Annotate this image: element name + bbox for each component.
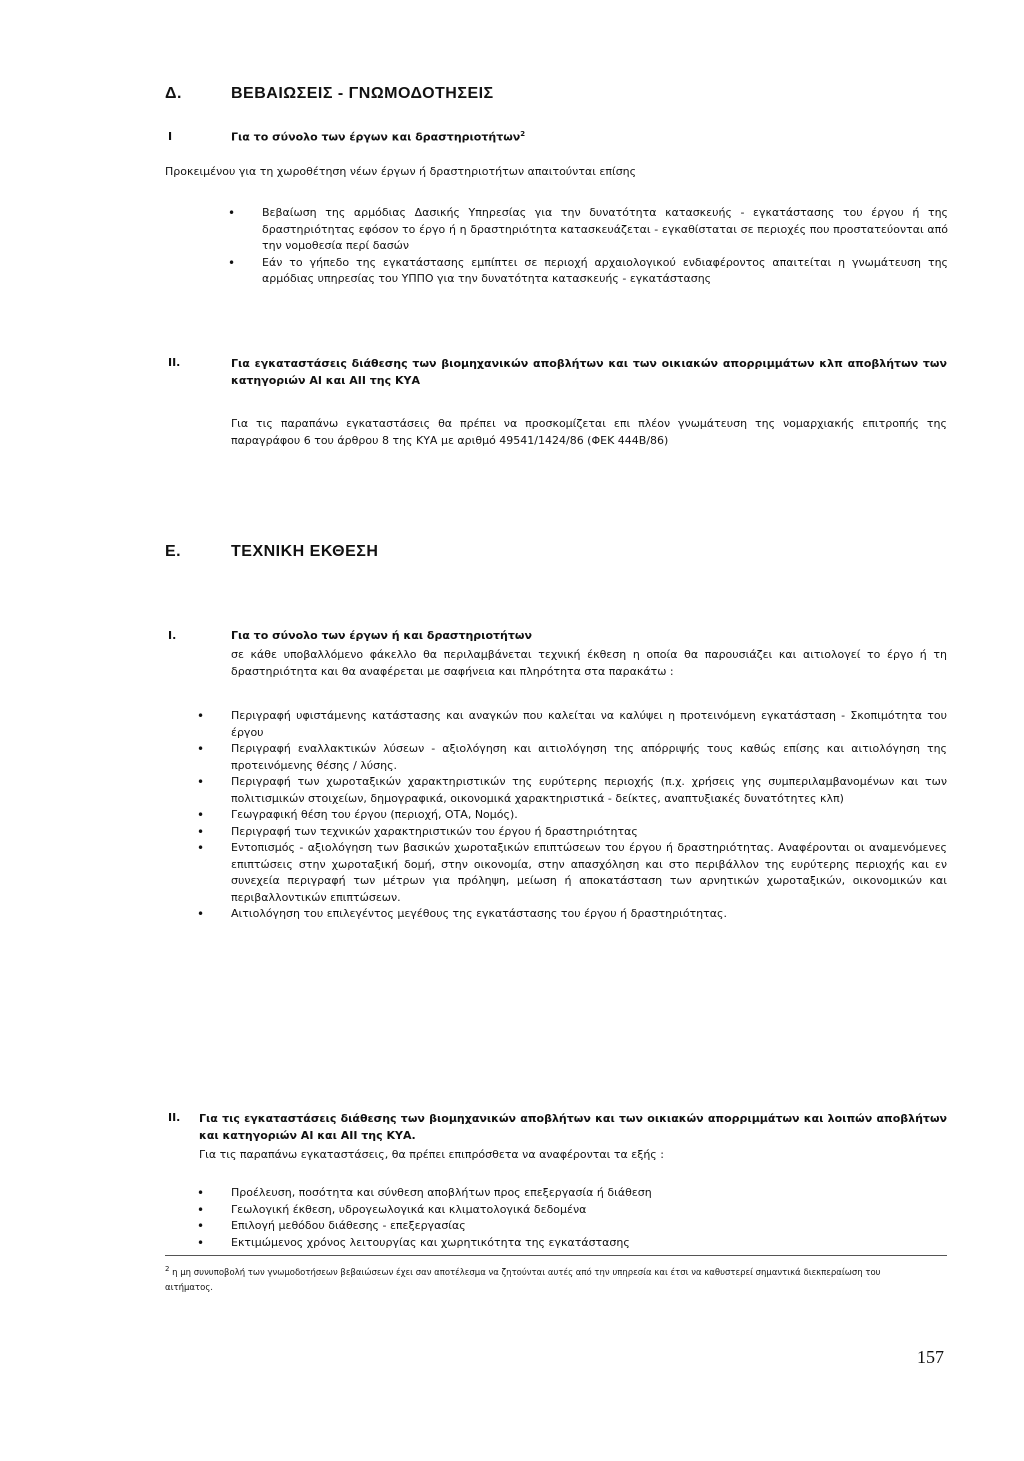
list-item-text: Περιγραφή υφιστάμενης κατάστασης και αναγκών που καλείται να καλύψει η προτεινόμενη εγκατάσταση - Σκοπιμότητα του έργου [231, 709, 947, 739]
section-e-i-heading: Για το σύνολο των έργων ή και δραστηριοτήτων [231, 629, 532, 642]
list-item [197, 1218, 947, 1235]
list-item [197, 1185, 947, 1202]
bullet-icon: • [197, 1202, 205, 1217]
section-e-i-bullet-list [197, 708, 947, 923]
section-d-i-bullet-list [228, 205, 948, 288]
bullet-icon: • [197, 1235, 205, 1250]
bullet-icon: • [228, 255, 236, 270]
section-d-ii-text: Για τις παραπάνω εγκαταστάσεις θα πρέπει να προσκομίζεται επι πλέον γνωμάτευση της νομαρχιακής επιτροπής της παραγράφου 6 του άρθρου 8 της ΚΥΑ με αριθμό 49541/1424/86 (ΦΕΚ 444Β/86) [231, 417, 947, 447]
section-d-i-heading [231, 130, 525, 144]
bullet-icon: • [197, 709, 205, 723]
section-d-letter: Δ. [165, 85, 182, 102]
footnote [165, 1262, 910, 1296]
bullet-icon: • [197, 742, 205, 756]
bullet-icon: • [197, 824, 205, 839]
section-e-letter: Ε. [165, 543, 182, 560]
page-number: 157 [917, 1347, 944, 1367]
list-item [228, 255, 948, 288]
list-item [197, 708, 947, 741]
list-item [197, 741, 947, 774]
list-item [197, 1202, 947, 1219]
section-e-ii-intro: Για τις παραπάνω εγκαταστάσεις, θα πρέπει επιπρόσθετα να αναφέρονται τα εξής : [199, 1148, 664, 1161]
list-item [197, 1235, 947, 1252]
list-item-text: Γεωλογική έκθεση, υδρογεωλογικά και κλιματολογικά δεδομένα [231, 1202, 587, 1216]
list-item-text: Εντοπισμός - αξιολόγηση των βασικών χωροταξικών επιπτώσεων του έργου ή δραστηριότητας. Αναφέρονται οι αναμενόμενες επιπτώσεις στην χωροταξική δομή, στην οικονομία, στην απασχόληση και στο περιβάλλον της ευρύτερης περιοχής και εν συνεχεία περιγραφή των μέτρων για πρόληψη, μείωση ή αποκατάσταση των αρνητικών χωροταξικών, οικονομικών και περιβαλλοντικών επιπτώσεων. [231, 841, 947, 904]
bullet-icon: • [197, 808, 205, 822]
list-item [197, 807, 947, 824]
list-item-text: Εάν το γήπεδο της εγκατάστασης εμπίπτει σε περιοχή αρχαιολογικού ενδιαφέροντος απαιτείται η γνωμάτευση της αρμόδιας υπηρεσίας του ΥΠΠΟ για την δυνατότητα κατασκευής - εγκατάστασης [262, 255, 948, 285]
footnote-text: η μη συνυποβολή των γνωμοδοτήσεων βεβαιώσεων έχει σαν αποτέλεσμα να ζητούνται αυτές από την υπηρεσία και έτσι να καθυστερεί σημαντικά διεκπεραίωση του αιτήματος. [165, 1267, 881, 1293]
section-e-ii-number: ΙΙ. [168, 1111, 181, 1124]
bullet-icon: • [228, 206, 236, 220]
list-item-text: Περιγραφή εναλλακτικών λύσεων - αξιολόγηση και αιτιολόγηση της απόρριψής τους καθώς επίσης και αιτιολόγηση της προτεινόμενης θέσης / λύσης. [231, 742, 947, 772]
section-e-ii-heading: Για τις εγκαταστάσεις διάθεσης των βιομηχανικών αποβλήτων και των οικιακών απορριμμάτων και λοιπών αποβλήτων και κατηγοριών ΑΙ και ΑΙΙ της ΚΥΑ. [199, 1112, 947, 1142]
list-item-text: Περιγραφή των χωροταξικών χαρακτηριστικών της ευρύτερης περιοχής (π.χ. χρήσεις γης συμπεριλαμβανομένων και των πολιτισμικών στοιχείων, δημογραφικά, οικονομικά χαρακτηριστικά - δείκτες, αναπτυξιακές δυνατότητες κλπ) [231, 775, 947, 805]
list-item-text: Περιγραφή των τεχνικών χαρακτηριστικών του έργου ή δραστηριότητας [231, 824, 638, 838]
list-item [197, 840, 947, 906]
section-d-i-number: Ι [168, 130, 173, 143]
section-e-i-number: Ι. [168, 629, 177, 642]
list-item-text: Εκτιμώμενος χρόνος λειτουργίας και χωρητικότητα της εγκατάστασης [231, 1235, 630, 1249]
section-e-i-intro: σε κάθε υποβαλλόμενο φάκελλο θα περιλαμβάνεται τεχνική έκθεση η οποία θα παρουσιάζει και αιτιολογεί το έργο ή τη δραστηριότητα και θα αναφέρεται με σαφήνεια και πληρότητα στα παρακάτω : [231, 648, 947, 678]
section-d-ii-number: ΙΙ. [168, 356, 181, 369]
list-item [197, 906, 947, 923]
section-d-i-intro: Προκειμένου για τη χωροθέτηση νέων έργων ή δραστηριοτήτων απαιτούνται επίσης [165, 165, 637, 178]
section-d-title: ΒΕΒΑΙΩΣΕΙΣ - ΓΝΩΜΟΔΟΤΗΣΕΙΣ [231, 85, 494, 102]
bullet-icon: • [197, 1219, 205, 1233]
footnote-mark: 2 [165, 1265, 170, 1273]
bullet-icon: • [197, 841, 205, 855]
section-e-title: ΤΕΧΝΙΚΗ ΕΚΘΕΣΗ [231, 543, 379, 560]
list-item-text: Επιλογή μεθόδου διάθεσης - επεξεργασίας [231, 1219, 466, 1232]
section-d-ii-heading: Για εγκαταστάσεις διάθεσης των βιομηχανικών αποβλήτων και των οικιακών απορριμμάτων κλπ αποβλήτων των κατηγοριών ΑΙ και ΑΙΙ της ΚΥΑ [231, 357, 947, 387]
list-item-text: Βεβαίωση της αρμόδιας Δασικής Υπηρεσίας για την δυνατότητα κατασκευής - εγκατάστασης του έργου ή της δραστηριότητας εφόσον το έργο ή η δραστηριότητα κατασκευάζεται - εγκαθίσταται σε περιοχές που προστατεύονται από την νομοθεσία περί δασών [262, 206, 948, 252]
list-item-text: Προέλευση, ποσότητα και σύνθεση αποβλήτων προς επεξεργασία ή διάθεση [231, 1186, 652, 1199]
list-item [197, 774, 947, 807]
bullet-icon: • [197, 907, 205, 921]
list-item-text: Γεωγραφική θέση του έργου (περιοχή, ΟΤΑ, Νομός). [231, 808, 518, 821]
footnote-divider [165, 1255, 947, 1256]
section-d-i-heading-text: Για το σύνολο των έργων και δραστηριοτήτων [231, 130, 521, 144]
list-item-text: Αιτιολόγηση του επιλεγέντος μεγέθους της εγκατάστασης του έργου ή δραστηριότητας. [231, 907, 727, 920]
list-item [228, 205, 948, 255]
list-item [197, 824, 947, 841]
bullet-icon: • [197, 1186, 205, 1200]
section-e-ii-bullet-list [197, 1185, 947, 1251]
bullet-icon: • [197, 775, 205, 789]
footnote-reference: 2 [520, 130, 526, 138]
